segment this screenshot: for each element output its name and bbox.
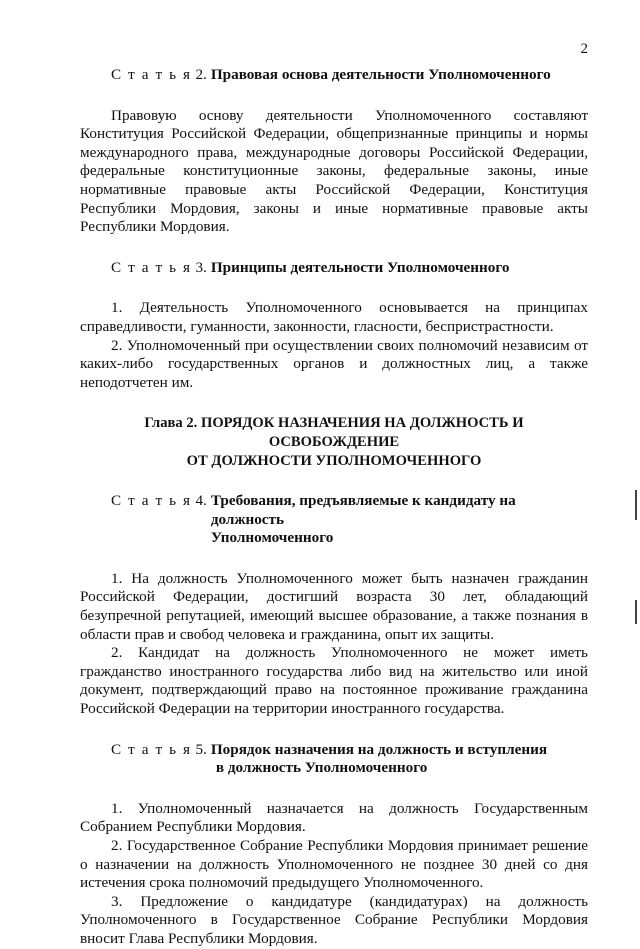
article-2-line: Республики Мордовия. [80, 218, 230, 236]
article-4-title [211, 492, 588, 548]
article-4-line: 1. На должность Уполномоченного может быть назначен гражданин [111, 569, 588, 587]
article-2-heading [80, 66, 588, 85]
article-3-number: 3. [195, 258, 207, 276]
article-5-title-line-1: Порядок назначения на должность и вступления [210, 740, 548, 758]
article-2-paragraph [80, 107, 588, 237]
article-5-line: Уполномоченного в Государственное Собрание Республики Мордовия [80, 911, 588, 929]
article-4-line: гражданство иностранного государства либо вид на жительство или иной [80, 662, 588, 680]
article-4-prefix: С т а т ь я [111, 492, 192, 510]
article-5-line: о назначении на должность Уполномоченного не позднее 30 дней со дня [80, 855, 588, 873]
article-5-line: 1. Уполномоченный назначается на должность Государственным [111, 799, 588, 817]
article-3-title: Принципы деятельности Уполномоченного [210, 258, 510, 276]
article-3-heading [80, 259, 588, 278]
article-2-line: федеральные конституционные законы, федеральные законы, иные [80, 162, 588, 180]
article-3-line: 1. Деятельность Уполномоченного основывается на принципах [111, 299, 588, 317]
article-3-prefix: С т а т ь я [111, 258, 192, 276]
article-4-heading [80, 492, 588, 548]
article-5-line: 2. Государственное Собрание Республики Мордовия принимает решение [111, 837, 588, 854]
article-5-line: Собранием Республики Мордовия. [80, 818, 306, 836]
chapter-2-heading [80, 414, 588, 470]
article-4-line: Российской Федерации на территории иностранного государства. [80, 700, 505, 718]
article-5-number: 5. [195, 740, 207, 758]
article-4-line: 2. Кандидат на должность Уполномоченного не может иметь [111, 644, 588, 662]
article-5-title-line-2: в должность Уполномоченного [215, 759, 428, 777]
article-4-title-line-1: Требования, предъявляемые к кандидату на должность [210, 492, 516, 528]
article-5-line: вносит Глава Республики Мордовия. [80, 929, 318, 947]
article-4-line: области прав и свобод человека и гражданина, опыт их защиты. [80, 625, 495, 643]
article-5-heading [80, 741, 588, 778]
article-2-line: Правовую основу деятельности Уполномоченного составляют [111, 106, 588, 124]
article-5-title [211, 741, 547, 778]
article-2-line: международного права, международные договоры Российской Федерации, [80, 143, 588, 161]
article-2-prefix: С т а т ь я [111, 66, 192, 83]
article-4-line: документ, подтверждающий право на постоянное проживание гражданина [80, 681, 588, 699]
article-2-line: Конституция Российской Федерации, общепризнанные принципы и нормы [80, 125, 588, 143]
article-4-paragraph-1 [80, 570, 588, 644]
article-5-paragraph-3 [80, 893, 588, 949]
article-3-paragraph-2 [80, 337, 588, 393]
article-5-paragraph-2 [80, 837, 588, 893]
article-3-line: каких-либо государственных органов и должностных лиц, а также [80, 355, 588, 373]
article-4-title-line-2: Уполномоченного [210, 529, 334, 547]
article-4-paragraph-2 [80, 644, 588, 718]
article-5-line: 3. Предложение о кандидатуре (кандидатурах) на должность [111, 892, 588, 910]
article-5-paragraph-1 [80, 800, 588, 837]
article-3-line: 2. Уполномоченный при осуществлении своих полномочий независим от [111, 336, 588, 354]
page-number: 2 [580, 41, 588, 57]
chapter-2-heading-line-2: ОТ ДОЛЖНОСТИ УПОЛНОМОЧЕННОГО [186, 452, 482, 469]
article-4-line: безупречной репутацией, имеющий высшее образование, а также познания в [80, 607, 588, 625]
article-3-paragraph-1 [80, 299, 588, 336]
article-2-line: нормативные правовые акты Российской Федерации, Конституция [80, 180, 588, 198]
article-4-line: Российской Федерации, достигший возраста 30 лет, обладающий [80, 588, 588, 606]
scan-edge-mark [635, 490, 637, 520]
article-4-number: 4. [195, 492, 207, 510]
article-5-prefix: С т а т ь я [111, 740, 192, 758]
article-2-number: 2. [195, 66, 207, 83]
article-5-line: истечения срока полномочий предыдущего Уполномоченного. [80, 874, 484, 892]
article-2-title: Правовая основа деятельности Уполномоченного [210, 66, 551, 83]
scan-edge-mark [635, 600, 637, 624]
article-3-line: справедливости, гуманности, законности, гласности, беспристрастности. [80, 317, 554, 335]
article-2-line: Республики Мордовия, законы и иные нормативные правовые акты [80, 199, 588, 217]
article-3-line: неподотчетен им. [80, 373, 194, 391]
document-body [80, 66, 588, 949]
chapter-2-heading-line-1: Глава 2. ПОРЯДОК НАЗНАЧЕНИЯ НА ДОЛЖНОСТЬ И ОСВОБОЖДЕНИЕ [144, 415, 524, 450]
